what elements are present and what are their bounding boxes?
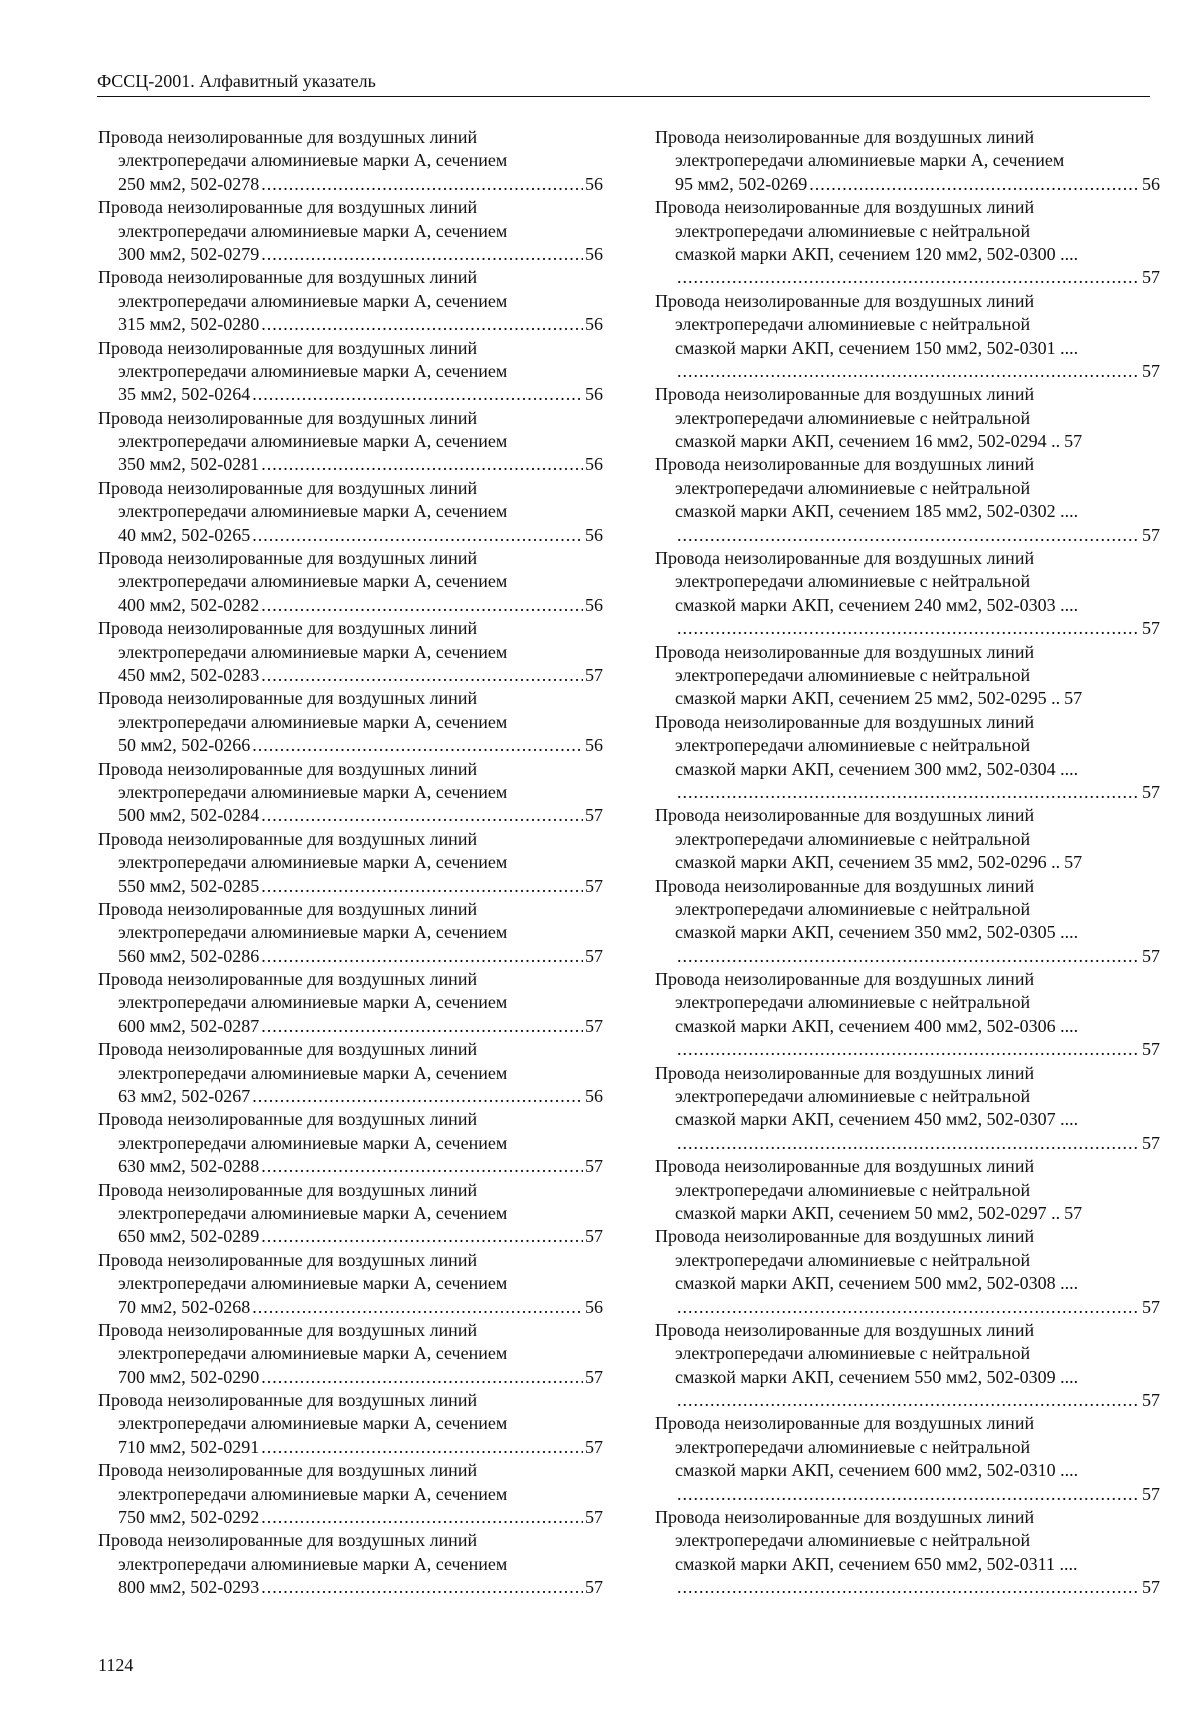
entry-page-number: 57 [1064, 852, 1083, 873]
entry-title: Провода неизолированные для воздушных линий [98, 1039, 478, 1060]
entry-title: Провода неизолированные для воздушных линий [98, 1109, 478, 1130]
entry-description: электропередачи алюминиевые с нейтральной [675, 898, 1031, 919]
index-entry [655, 547, 1160, 641]
entry-detail: 250 мм2, 502-0278 [118, 173, 260, 194]
index-entry [98, 1389, 603, 1459]
entry-leader-line [98, 664, 603, 687]
dot-leader [261, 1436, 583, 1459]
entry-title: Провода неизолированные для воздушных линий [655, 197, 1035, 218]
entry-page-number: 57 [1142, 1296, 1160, 1317]
entry-description: электропередачи алюминиевые с нейтральной [675, 1179, 1031, 1200]
dot-leader [677, 1389, 1140, 1412]
entry-leader-line [655, 617, 1160, 640]
entry-leader-line [655, 781, 1160, 804]
entry-detail: 63 мм2, 502-0267 [118, 1086, 251, 1107]
dot-leader [677, 781, 1140, 804]
entry-detail: смазкой марки АКП, сечением 400 мм2, 502-0306 .... [675, 1015, 1079, 1036]
entry-leader-line [98, 1576, 603, 1599]
entry-page-number: 57 [585, 1577, 603, 1598]
entry-description: электропередачи алюминиевые с нейтральной [675, 735, 1031, 756]
index-entry [655, 968, 1160, 1062]
entry-description: электропередачи алюминиевые марки А, сечением [118, 1413, 508, 1434]
entry-title: Провода неизолированные для воздушных линий [98, 758, 478, 779]
entry-title: Провода неизолированные для воздушных линий [655, 1507, 1035, 1528]
dot-leader [261, 313, 583, 336]
entry-title: Провода неизолированные для воздушных линий [655, 1319, 1035, 1340]
dot-leader [252, 734, 583, 757]
entry-description: электропередачи алюминиевые с нейтральной [675, 571, 1031, 592]
index-entry [98, 1249, 603, 1319]
entry-title: Провода неизолированные для воздушных линий [98, 197, 478, 218]
index-entry [655, 453, 1160, 547]
entry-page-number: 57 [1142, 1039, 1160, 1060]
entry-leader-line [655, 1483, 1160, 1506]
entry-leader-line [98, 1085, 603, 1108]
index-entry [98, 1179, 603, 1249]
entry-leader-line [655, 1038, 1160, 1061]
dot-leader [261, 804, 583, 827]
index-entry [655, 711, 1160, 805]
dot-leader [261, 453, 583, 476]
dot-leader [252, 524, 583, 547]
entry-description: электропередачи алюминиевые с нейтральной [675, 1086, 1031, 1107]
entry-page-number: 57 [1142, 618, 1160, 639]
entry-description: электропередачи алюминиевые марки А, сечением [118, 992, 508, 1013]
entry-leader-line [98, 1015, 603, 1038]
index-entry [655, 1319, 1160, 1413]
entry-title: Провода неизолированные для воздушных линий [655, 127, 1035, 147]
index-entry [655, 1225, 1160, 1319]
entry-page-number: 57 [1142, 1390, 1160, 1411]
entry-page-number: 57 [1142, 1132, 1160, 1153]
entry-leader-line [655, 687, 1160, 710]
index-entry [98, 547, 603, 617]
entry-detail: смазкой марки АКП, сечением 240 мм2, 502-0303 .... [675, 594, 1079, 615]
entry-title: Провода неизолированные для воздушных линий [98, 688, 478, 709]
entry-title: Провода неизолированные для воздушных линий [98, 1460, 478, 1481]
entry-leader-line [655, 1296, 1160, 1319]
entry-page-number: 57 [1064, 431, 1083, 452]
dot-leader [252, 383, 583, 406]
entry-detail: 40 мм2, 502-0265 [118, 524, 251, 545]
entry-page-number: 57 [1142, 945, 1160, 966]
entry-description: электропередачи алюминиевые марки А, сечением [118, 571, 508, 592]
entry-detail: смазкой марки АКП, сечением 450 мм2, 502-0307 .... [675, 1109, 1079, 1130]
entry-page-number: 56 [585, 454, 603, 475]
entry-detail: 550 мм2, 502-0285 [118, 875, 260, 896]
entry-page-number: 57 [585, 1366, 603, 1387]
index-entry [98, 758, 603, 828]
entry-detail: смазкой марки АКП, сечением 150 мм2, 502-0301 .... [675, 337, 1079, 358]
entry-page-number: 56 [1142, 173, 1160, 194]
entry-leader-line [98, 1506, 603, 1529]
entry-detail: смазкой марки АКП, сечением 16 мм2, 502-0294 .. [675, 431, 1061, 452]
entry-title: Провода неизолированные для воздушных линий [655, 875, 1035, 896]
entry-detail: смазкой марки АКП, сечением 350 мм2, 502-0305 .... [675, 922, 1079, 943]
entry-title: Провода неизолированные для воздушных линий [655, 548, 1035, 569]
index-entry [655, 804, 1160, 874]
dot-leader [261, 1155, 583, 1178]
entry-page-number: 57 [585, 945, 603, 966]
dot-leader [677, 617, 1140, 640]
entry-leader-line [655, 524, 1160, 547]
entry-leader-line [655, 851, 1160, 874]
entry-detail: 315 мм2, 502-0280 [118, 314, 260, 335]
entry-page-number: 56 [585, 1296, 603, 1317]
entry-description: электропередачи алюминиевые марки А, сечением [118, 641, 508, 662]
entry-leader-line [98, 734, 603, 757]
entry-leader-line [655, 360, 1160, 383]
index-entry [98, 407, 603, 477]
entry-leader-line [98, 313, 603, 336]
dot-leader [261, 875, 583, 898]
index-entry [655, 875, 1160, 969]
entry-description: электропередачи алюминиевые марки А, сечением [118, 781, 508, 802]
entry-title: Провода неизолированные для воздушных линий [655, 1226, 1035, 1247]
dot-leader [261, 1366, 583, 1389]
index-entry [655, 1412, 1160, 1506]
index-column-left [98, 126, 603, 1600]
entry-leader-line [98, 383, 603, 406]
index-column-right [655, 126, 1160, 1600]
entry-description: электропередачи алюминиевые марки А, сечением [118, 1062, 508, 1083]
entry-detail: смазкой марки АКП, сечением 50 мм2, 502-0297 .. [675, 1202, 1061, 1223]
index-entry [98, 828, 603, 898]
entry-title: Провода неизолированные для воздушных линий [98, 1390, 478, 1411]
entry-description: электропередачи алюминиевые марки А, сечением [675, 150, 1065, 171]
entry-leader-line [98, 1296, 603, 1319]
entry-detail: 35 мм2, 502-0264 [118, 384, 251, 405]
entry-description: электропередачи алюминиевые марки А, сечением [118, 1202, 508, 1223]
dot-leader [677, 1132, 1140, 1155]
dot-leader [261, 173, 583, 196]
entry-page-number: 57 [585, 805, 603, 826]
entry-description: электропередачи алюминиевые марки А, сечением [118, 1343, 508, 1364]
entry-page-number: 57 [1142, 1483, 1160, 1504]
index-entry [98, 337, 603, 407]
entry-detail: смазкой марки АКП, сечением 25 мм2, 502-0295 .. [675, 688, 1061, 709]
entry-detail: 600 мм2, 502-0287 [118, 1015, 260, 1036]
entry-title: Провода неизолированные для воздушных линий [98, 1179, 478, 1200]
entry-page-number: 56 [585, 594, 603, 615]
entry-page-number: 57 [1142, 267, 1160, 288]
entry-leader-line [98, 173, 603, 196]
entry-title: Провода неизолированные для воздушных линий [655, 641, 1035, 662]
page-header-title: ФССЦ-2001. Алфавитный указатель [97, 71, 376, 91]
index-entry [98, 1038, 603, 1108]
entry-page-number: 56 [585, 173, 603, 194]
entry-page-number: 56 [585, 1086, 603, 1107]
index-entry [655, 1155, 1160, 1225]
dot-leader [677, 266, 1140, 289]
index-entry [98, 1459, 603, 1529]
entry-description: электропередачи алюминиевые марки А, сечением [118, 852, 508, 873]
entry-title: Провода неизолированные для воздушных линий [98, 127, 478, 147]
entry-title: Провода неизолированные для воздушных линий [655, 454, 1035, 475]
dot-leader [677, 1296, 1140, 1319]
entry-detail: 300 мм2, 502-0279 [118, 243, 260, 264]
entry-leader-line [98, 1436, 603, 1459]
entry-leader-line [98, 1155, 603, 1178]
dot-leader [261, 945, 583, 968]
entry-description: электропередачи алюминиевые марки А, сечением [118, 711, 508, 732]
entry-detail: 450 мм2, 502-0283 [118, 664, 260, 685]
entry-title: Провода неизолированные для воздушных линий [98, 267, 478, 288]
entry-leader-line [98, 243, 603, 266]
entry-description: электропередачи алюминиевые с нейтральной [675, 477, 1031, 498]
entry-detail: 350 мм2, 502-0281 [118, 454, 260, 475]
entry-description: электропередачи алюминиевые с нейтральной [675, 1249, 1031, 1270]
index-entry [98, 126, 603, 196]
dot-leader [261, 1576, 583, 1599]
index-entry [655, 126, 1160, 196]
entry-leader-line [98, 594, 603, 617]
entry-description: электропередачи алюминиевые марки А, сечением [118, 290, 508, 311]
entry-leader-line [98, 1225, 603, 1248]
index-entry [98, 898, 603, 968]
entry-page-number: 57 [585, 664, 603, 685]
entry-leader-line [98, 875, 603, 898]
dot-leader [261, 1015, 583, 1038]
entry-page-number: 57 [1142, 524, 1160, 545]
page-header [97, 66, 1150, 97]
entry-title: Провода неизолированные для воздушных линий [98, 828, 478, 849]
dot-leader [252, 1296, 583, 1319]
entry-page-number: 57 [585, 1507, 603, 1528]
entry-leader-line [655, 430, 1160, 453]
dot-leader [261, 664, 583, 687]
index-entry [98, 1529, 603, 1599]
entry-leader-line [98, 1366, 603, 1389]
dot-leader [261, 1225, 583, 1248]
entry-title: Провода неизолированные для воздушных линий [98, 1530, 478, 1551]
index-entry [655, 641, 1160, 711]
entry-leader-line [655, 266, 1160, 289]
entry-title: Провода неизолированные для воздушных линий [655, 1413, 1035, 1434]
dot-leader [677, 1038, 1140, 1061]
entry-description: электропередачи алюминиевые марки А, сечением [118, 1132, 508, 1153]
dot-leader [677, 524, 1140, 547]
entry-title: Провода неизолированные для воздушных линий [655, 1156, 1035, 1177]
entry-detail: смазкой марки АКП, сечением 500 мм2, 502-0308 .... [675, 1273, 1079, 1294]
dot-leader [261, 1506, 583, 1529]
entry-title: Провода неизолированные для воздушных линий [98, 477, 478, 498]
entry-title: Провода неизолированные для воздушных линий [98, 337, 478, 358]
entry-title: Провода неизолированные для воздушных линий [655, 1062, 1035, 1083]
entry-description: электропередачи алюминиевые марки А, сечением [118, 150, 508, 171]
dot-leader [677, 945, 1140, 968]
entry-page-number: 57 [585, 1226, 603, 1247]
entry-detail: 95 мм2, 502-0269 [675, 173, 808, 194]
entry-leader-line [655, 1576, 1160, 1599]
index-entry [98, 477, 603, 547]
entry-title: Провода неизолированные для воздушных линий [655, 805, 1035, 826]
index-entry [655, 1506, 1160, 1600]
entry-leader-line [655, 1202, 1160, 1225]
entry-title: Провода неизолированные для воздушных линий [98, 1319, 478, 1340]
index-entry [655, 383, 1160, 453]
entry-description: электропередачи алюминиевые марки А, сечением [118, 1483, 508, 1504]
entry-description: электропередачи алюминиевые марки А, сечением [118, 220, 508, 241]
entry-description: электропередачи алюминиевые марки А, сечением [118, 922, 508, 943]
entry-page-number: 57 [585, 875, 603, 896]
entry-description: электропередачи алюминиевые с нейтральной [675, 220, 1031, 241]
entry-title: Провода неизолированные для воздушных линий [98, 618, 478, 639]
entry-detail: 650 мм2, 502-0289 [118, 1226, 260, 1247]
dot-leader [809, 173, 1140, 196]
index-entry [98, 968, 603, 1038]
entry-detail: смазкой марки АКП, сечением 300 мм2, 502-0304 .... [675, 758, 1079, 779]
entry-leader-line [98, 945, 603, 968]
entry-description: электропередачи алюминиевые с нейтральной [675, 664, 1031, 685]
entry-detail: смазкой марки АКП, сечением 120 мм2, 502-0300 .... [675, 243, 1079, 264]
entry-title: Провода неизолированные для воздушных линий [655, 384, 1035, 405]
index-entry [98, 687, 603, 757]
dot-leader [261, 243, 583, 266]
entry-detail: 70 мм2, 502-0268 [118, 1296, 251, 1317]
dot-leader [677, 360, 1140, 383]
entry-detail: смазкой марки АКП, сечением 550 мм2, 502-0309 .... [675, 1366, 1079, 1387]
entry-page-number: 56 [585, 384, 603, 405]
entry-page-number: 57 [1142, 1577, 1160, 1598]
entry-leader-line [655, 945, 1160, 968]
dot-leader [252, 1085, 583, 1108]
entry-page-number: 56 [585, 524, 603, 545]
entry-title: Провода неизолированные для воздушных линий [98, 1249, 478, 1270]
entry-description: электропередачи алюминиевые с нейтральной [675, 828, 1031, 849]
entry-page-number: 57 [1064, 688, 1083, 709]
entry-description: электропередачи алюминиевые марки А, сечением [118, 431, 508, 452]
entry-detail: смазкой марки АКП, сечением 35 мм2, 502-0296 .. [675, 852, 1061, 873]
entry-detail: 750 мм2, 502-0292 [118, 1507, 260, 1528]
entry-description: электропередачи алюминиевые с нейтральной [675, 1343, 1031, 1364]
entry-page-number: 57 [1142, 781, 1160, 802]
entry-leader-line [98, 804, 603, 827]
entry-page-number: 56 [585, 735, 603, 756]
entry-title: Провода неизолированные для воздушных линий [98, 898, 478, 919]
entry-title: Провода неизолированные для воздушных линий [655, 290, 1035, 311]
entry-description: электропередачи алюминиевые марки А, сечением [118, 1553, 508, 1574]
entry-page-number: 57 [585, 1015, 603, 1036]
entry-title: Провода неизолированные для воздушных линий [655, 969, 1035, 990]
entry-detail: 700 мм2, 502-0290 [118, 1366, 260, 1387]
dot-leader [677, 1483, 1140, 1506]
dot-leader [261, 594, 583, 617]
index-entry [655, 196, 1160, 290]
entry-description: электропередачи алюминиевые с нейтральной [675, 1530, 1031, 1551]
entry-leader-line [98, 524, 603, 547]
entry-detail: 500 мм2, 502-0284 [118, 805, 260, 826]
entry-title: Провода неизолированные для воздушных линий [98, 969, 478, 990]
entry-detail: смазкой марки АКП, сечением 600 мм2, 502-0310 .... [675, 1460, 1079, 1481]
entry-detail: 800 мм2, 502-0293 [118, 1577, 260, 1598]
index-entry [655, 290, 1160, 384]
entry-title: Провода неизолированные для воздушных линий [655, 711, 1035, 732]
entry-detail: 50 мм2, 502-0266 [118, 735, 251, 756]
entry-detail: смазкой марки АКП, сечением 650 мм2, 502-0311 .... [675, 1553, 1078, 1574]
index-entry [98, 196, 603, 266]
entry-leader-line [655, 1132, 1160, 1155]
entry-page-number: 57 [1142, 360, 1160, 381]
entry-description: электропередачи алюминиевые марки А, сечением [118, 1273, 508, 1294]
index-entry [655, 1062, 1160, 1156]
entry-detail: 710 мм2, 502-0291 [118, 1436, 260, 1457]
entry-description: электропередачи алюминиевые с нейтральной [675, 407, 1031, 428]
entry-description: электропередачи алюминиевые с нейтральной [675, 1436, 1031, 1457]
dot-leader [677, 1576, 1140, 1599]
entry-title: Провода неизолированные для воздушных линий [98, 548, 478, 569]
entry-detail: смазкой марки АКП, сечением 185 мм2, 502-0302 .... [675, 501, 1079, 522]
index-entry [98, 1108, 603, 1178]
entry-description: электропередачи алюминиевые марки А, сечением [118, 501, 508, 522]
entry-leader-line [98, 453, 603, 476]
entry-description: электропередачи алюминиевые с нейтральной [675, 992, 1031, 1013]
index-entry [98, 266, 603, 336]
entry-description: электропередачи алюминиевые с нейтральной [675, 314, 1031, 335]
entry-page-number: 57 [585, 1436, 603, 1457]
entry-detail: 400 мм2, 502-0282 [118, 594, 260, 615]
entry-page-number: 56 [585, 243, 603, 264]
entry-detail: 560 мм2, 502-0286 [118, 945, 260, 966]
entry-description: электропередачи алюминиевые марки А, сечением [118, 360, 508, 381]
entry-leader-line [655, 1389, 1160, 1412]
entry-page-number: 57 [585, 1156, 603, 1177]
entry-detail: 630 мм2, 502-0288 [118, 1156, 260, 1177]
entry-page-number: 57 [1064, 1202, 1083, 1223]
entry-page-number: 56 [585, 314, 603, 335]
index-entry [98, 617, 603, 687]
entry-title: Провода неизолированные для воздушных линий [98, 407, 478, 428]
index-entry [98, 1319, 603, 1389]
page-number: 1124 [98, 1655, 134, 1675]
entry-leader-line [655, 173, 1160, 196]
